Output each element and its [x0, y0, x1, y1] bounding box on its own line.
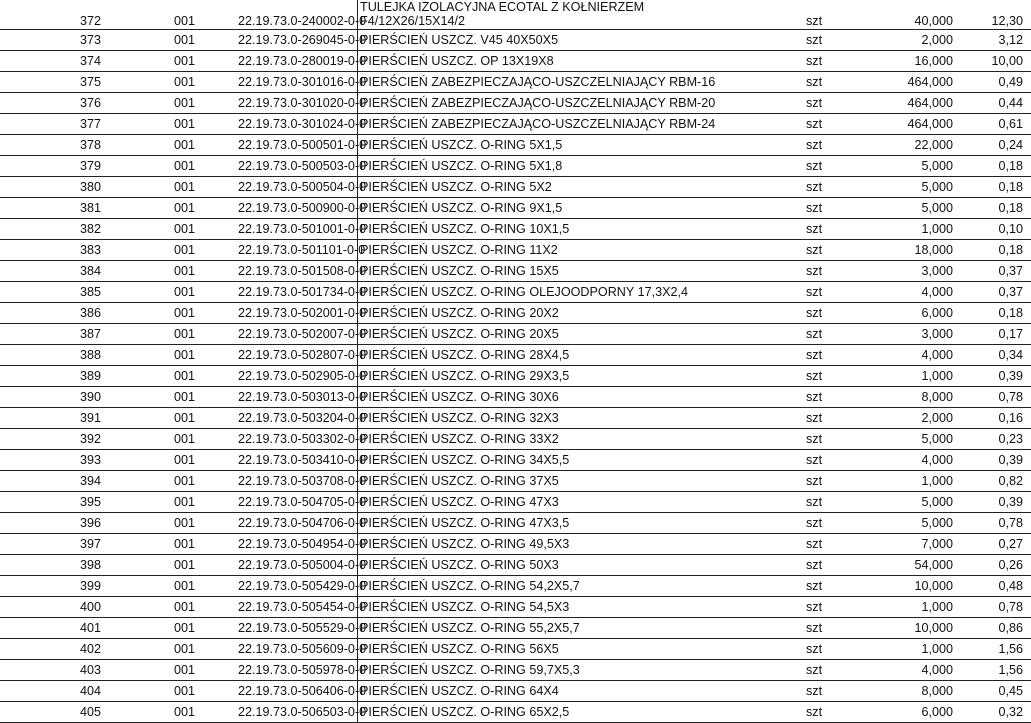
item-name-cell: PIERŚCIEŃ USZCZ. O-RING 5X2	[358, 177, 777, 198]
table-row	[0, 429, 1031, 450]
row-number-cell: 403	[0, 660, 162, 681]
unit-cell: szt	[776, 72, 854, 93]
unit-cell: szt	[776, 450, 854, 471]
row-number-cell: 379	[0, 156, 162, 177]
price-cell: 0,18	[957, 177, 1031, 198]
unit-cell: szt	[776, 0, 854, 30]
row-number-cell: 398	[0, 555, 162, 576]
company-code-cell: 001	[162, 51, 228, 72]
unit-cell: szt	[776, 30, 854, 51]
item-name-cell: PIERŚCIEŃ USZCZ. O-RING 34X5,5	[358, 450, 777, 471]
price-cell: 0,18	[957, 240, 1031, 261]
price-cell: 0,24	[957, 135, 1031, 156]
price-cell: 0,37	[957, 282, 1031, 303]
quantity-cell: 1,000	[854, 366, 957, 387]
price-cell: 0,45	[957, 681, 1031, 702]
table-row	[0, 261, 1031, 282]
row-number-cell: 392	[0, 429, 162, 450]
item-name-cell: PIERŚCIEŃ USZCZ. O-RING 54,2X5,7	[358, 576, 777, 597]
item-code-cell: 22.19.73.0-505004-0-0	[228, 555, 358, 576]
item-code-cell: 22.19.73.0-506406-0-0	[228, 681, 358, 702]
table-row	[0, 366, 1031, 387]
item-code-cell: 22.19.73.0-500503-0-0	[228, 156, 358, 177]
table-row	[0, 0, 1031, 30]
unit-cell: szt	[776, 156, 854, 177]
quantity-cell: 22,000	[854, 135, 957, 156]
table-row	[0, 219, 1031, 240]
table-row	[0, 597, 1031, 618]
quantity-cell: 5,000	[854, 177, 957, 198]
item-code-cell: 22.19.73.0-301024-0-0	[228, 114, 358, 135]
item-name-cell: PIERŚCIEŃ USZCZ. O-RING 59,7X5,3	[358, 660, 777, 681]
unit-cell: szt	[776, 345, 854, 366]
unit-cell: szt	[776, 51, 854, 72]
quantity-cell: 18,000	[854, 240, 957, 261]
quantity-cell: 464,000	[854, 93, 957, 114]
table-row	[0, 387, 1031, 408]
item-name-cell: PIERŚCIEŃ ZABEZPIECZAJĄCO-USZCZELNIAJĄCY RBM-20	[358, 93, 777, 114]
company-code-cell: 001	[162, 240, 228, 261]
quantity-cell: 40,000	[854, 0, 957, 30]
price-cell: 0,10	[957, 219, 1031, 240]
row-number-cell: 401	[0, 618, 162, 639]
item-name-cell: PIERŚCIEŃ USZCZ. O-RING 5X1,5	[358, 135, 777, 156]
item-name-cell: PIERŚCIEŃ USZCZ. O-RING 20X2	[358, 303, 777, 324]
row-number-cell: 394	[0, 471, 162, 492]
row-number-cell: 399	[0, 576, 162, 597]
row-number-cell: 387	[0, 324, 162, 345]
table-row	[0, 513, 1031, 534]
unit-cell: szt	[776, 198, 854, 219]
table-row	[0, 681, 1031, 702]
quantity-cell: 1,000	[854, 471, 957, 492]
price-cell: 1,56	[957, 660, 1031, 681]
table-row	[0, 639, 1031, 660]
quantity-cell: 4,000	[854, 450, 957, 471]
company-code-cell: 001	[162, 450, 228, 471]
row-number-cell: 375	[0, 72, 162, 93]
company-code-cell: 001	[162, 513, 228, 534]
unit-cell: szt	[776, 429, 854, 450]
row-number-cell: 380	[0, 177, 162, 198]
table-row	[0, 492, 1031, 513]
table-row	[0, 93, 1031, 114]
price-cell: 0,44	[957, 93, 1031, 114]
table-row	[0, 618, 1031, 639]
price-cell: 0,27	[957, 534, 1031, 555]
company-code-cell: 001	[162, 387, 228, 408]
item-name-cell: PIERŚCIEŃ USZCZ. O-RING 50X3	[358, 555, 777, 576]
price-cell: 0,32	[957, 702, 1031, 723]
item-code-cell: 22.19.73.0-503013-0-0	[228, 387, 358, 408]
item-name-cell: PIERŚCIEŃ ZABEZPIECZAJĄCO-USZCZELNIAJĄCY RBM-24	[358, 114, 777, 135]
price-cell: 0,23	[957, 429, 1031, 450]
price-cell: 0,78	[957, 513, 1031, 534]
table-row	[0, 30, 1031, 51]
item-name-cell: PIERŚCIEŃ USZCZ. O-RING 20X5	[358, 324, 777, 345]
item-code-cell: 22.19.73.0-505978-0-0	[228, 660, 358, 681]
row-number-cell: 400	[0, 597, 162, 618]
company-code-cell: 001	[162, 555, 228, 576]
row-number-cell: 404	[0, 681, 162, 702]
row-number-cell: 386	[0, 303, 162, 324]
price-cell: 12,30	[957, 0, 1031, 30]
item-name-cell: PIERŚCIEŃ USZCZ. OP 13X19X8	[358, 51, 777, 72]
quantity-cell: 5,000	[854, 156, 957, 177]
item-code-cell: 22.19.73.0-501101-0-0	[228, 240, 358, 261]
table-row	[0, 534, 1031, 555]
item-name-cell: PIERŚCIEŃ USZCZ. O-RING 47X3,5	[358, 513, 777, 534]
item-code-cell: 22.19.73.0-505454-0-0	[228, 597, 358, 618]
price-cell: 0,18	[957, 156, 1031, 177]
company-code-cell: 001	[162, 135, 228, 156]
table-row	[0, 114, 1031, 135]
quantity-cell: 464,000	[854, 114, 957, 135]
item-code-cell: 22.19.73.0-301020-0-0	[228, 93, 358, 114]
item-name-cell: PIERŚCIEŃ USZCZ. O-RING 56X5	[358, 639, 777, 660]
item-code-cell: 22.19.73.0-503204-0-0	[228, 408, 358, 429]
price-cell: 0,48	[957, 576, 1031, 597]
unit-cell: szt	[776, 555, 854, 576]
row-number-cell: 381	[0, 198, 162, 219]
table-row	[0, 240, 1031, 261]
quantity-cell: 4,000	[854, 345, 957, 366]
price-cell: 0,39	[957, 450, 1031, 471]
item-code-cell: 22.19.73.0-301016-0-0	[228, 72, 358, 93]
item-name-cell: PIERŚCIEŃ USZCZ. O-RING 32X3	[358, 408, 777, 429]
table-row	[0, 450, 1031, 471]
company-code-cell: 001	[162, 156, 228, 177]
company-code-cell: 001	[162, 618, 228, 639]
company-code-cell: 001	[162, 702, 228, 723]
price-cell: 3,12	[957, 30, 1031, 51]
item-name-cell: PIERŚCIEŃ USZCZ. O-RING 55,2X5,7	[358, 618, 777, 639]
quantity-cell: 1,000	[854, 597, 957, 618]
company-code-cell: 001	[162, 681, 228, 702]
unit-cell: szt	[776, 240, 854, 261]
table-row	[0, 198, 1031, 219]
item-code-cell: 22.19.73.0-503302-0-0	[228, 429, 358, 450]
item-code-cell: 22.19.73.0-504705-0-0	[228, 492, 358, 513]
unit-cell: szt	[776, 135, 854, 156]
row-number-cell: 396	[0, 513, 162, 534]
quantity-cell: 5,000	[854, 492, 957, 513]
item-name-cell: PIERŚCIEŃ USZCZ. O-RING 9X1,5	[358, 198, 777, 219]
item-name-cell: PIERŚCIEŃ USZCZ. V45 40X50X5	[358, 30, 777, 51]
item-name-line-2: F4/12X26/15X14/2	[360, 14, 466, 28]
item-code-cell: 22.19.73.0-505429-0-0	[228, 576, 358, 597]
company-code-cell: 001	[162, 261, 228, 282]
quantity-cell: 5,000	[854, 198, 957, 219]
table-row	[0, 576, 1031, 597]
row-number-cell: 372	[0, 0, 162, 30]
row-number-cell: 391	[0, 408, 162, 429]
item-code-cell: 22.19.73.0-500504-0-0	[228, 177, 358, 198]
item-name-cell: PIERŚCIEŃ USZCZ. O-RING 15X5	[358, 261, 777, 282]
unit-cell: szt	[776, 408, 854, 429]
price-cell: 0,82	[957, 471, 1031, 492]
table-row	[0, 282, 1031, 303]
row-number-cell: 373	[0, 30, 162, 51]
table-row	[0, 135, 1031, 156]
table-row	[0, 303, 1031, 324]
row-number-cell: 402	[0, 639, 162, 660]
unit-cell: szt	[776, 618, 854, 639]
company-code-cell: 001	[162, 93, 228, 114]
company-code-cell: 001	[162, 534, 228, 555]
quantity-cell: 8,000	[854, 681, 957, 702]
quantity-cell: 5,000	[854, 429, 957, 450]
unit-cell: szt	[776, 177, 854, 198]
unit-cell: szt	[776, 324, 854, 345]
item-name-cell: PIERŚCIEŃ USZCZ. O-RING 64X4	[358, 681, 777, 702]
row-number-cell: 395	[0, 492, 162, 513]
item-name-cell: PIERŚCIEŃ USZCZ. O-RING 47X3	[358, 492, 777, 513]
row-number-cell: 384	[0, 261, 162, 282]
company-code-cell: 001	[162, 30, 228, 51]
item-name-cell: PIERŚCIEŃ USZCZ. O-RING 11X2	[358, 240, 777, 261]
item-code-cell: 22.19.73.0-502905-0-0	[228, 366, 358, 387]
quantity-cell: 4,000	[854, 660, 957, 681]
price-cell: 0,26	[957, 555, 1031, 576]
row-number-cell: 377	[0, 114, 162, 135]
row-number-cell: 376	[0, 93, 162, 114]
unit-cell: szt	[776, 681, 854, 702]
item-name-cell: PIERŚCIEŃ USZCZ. O-RING 37X5	[358, 471, 777, 492]
unit-cell: szt	[776, 576, 854, 597]
price-cell: 0,37	[957, 261, 1031, 282]
item-name-cell: PIERŚCIEŃ USZCZ. O-RING 5X1,8	[358, 156, 777, 177]
company-code-cell: 001	[162, 345, 228, 366]
quantity-cell: 7,000	[854, 534, 957, 555]
unit-cell: szt	[776, 387, 854, 408]
company-code-cell: 001	[162, 408, 228, 429]
company-code-cell: 001	[162, 366, 228, 387]
unit-cell: szt	[776, 660, 854, 681]
company-code-cell: 001	[162, 429, 228, 450]
table-row	[0, 156, 1031, 177]
item-code-cell: 22.19.73.0-501508-0-0	[228, 261, 358, 282]
item-code-cell: 22.19.73.0-505529-0-0	[228, 618, 358, 639]
company-code-cell: 001	[162, 114, 228, 135]
table-row	[0, 471, 1031, 492]
item-code-cell: 22.19.73.0-501001-0-0	[228, 219, 358, 240]
item-code-cell: 22.19.73.0-502001-0-0	[228, 303, 358, 324]
row-number-cell: 385	[0, 282, 162, 303]
company-code-cell: 001	[162, 0, 228, 30]
item-name-cell: PIERŚCIEŃ USZCZ. O-RING OLEJOODPORNY 17,3X2,4	[358, 282, 777, 303]
item-code-cell: 22.19.73.0-503708-0-0	[228, 471, 358, 492]
table-row	[0, 177, 1031, 198]
quantity-cell: 4,000	[854, 282, 957, 303]
row-number-cell: 393	[0, 450, 162, 471]
item-code-cell: 22.19.73.0-505609-0-0	[228, 639, 358, 660]
quantity-cell: 54,000	[854, 555, 957, 576]
quantity-cell: 10,000	[854, 576, 957, 597]
table-row	[0, 72, 1031, 93]
quantity-cell: 10,000	[854, 618, 957, 639]
row-number-cell: 374	[0, 51, 162, 72]
unit-cell: szt	[776, 93, 854, 114]
price-cell: 0,78	[957, 387, 1031, 408]
unit-cell: szt	[776, 261, 854, 282]
company-code-cell: 001	[162, 576, 228, 597]
item-code-cell: 22.19.73.0-504954-0-0	[228, 534, 358, 555]
item-name-cell: PIERŚCIEŃ USZCZ. O-RING 54,5X3	[358, 597, 777, 618]
price-cell: 0,61	[957, 114, 1031, 135]
price-cell: 0,17	[957, 324, 1031, 345]
table-row	[0, 408, 1031, 429]
quantity-cell: 8,000	[854, 387, 957, 408]
unit-cell: szt	[776, 366, 854, 387]
quantity-cell: 5,000	[854, 513, 957, 534]
price-cell: 0,49	[957, 72, 1031, 93]
unit-cell: szt	[776, 534, 854, 555]
price-cell: 0,34	[957, 345, 1031, 366]
price-cell: 0,39	[957, 492, 1031, 513]
company-code-cell: 001	[162, 660, 228, 681]
quantity-cell: 6,000	[854, 702, 957, 723]
company-code-cell: 001	[162, 492, 228, 513]
price-cell: 0,18	[957, 198, 1031, 219]
table-row	[0, 660, 1031, 681]
row-number-cell: 378	[0, 135, 162, 156]
quantity-cell: 6,000	[854, 303, 957, 324]
item-code-cell: 22.19.73.0-280019-0-0	[228, 51, 358, 72]
price-cell: 0,39	[957, 366, 1031, 387]
row-number-cell: 383	[0, 240, 162, 261]
company-code-cell: 001	[162, 324, 228, 345]
row-number-cell: 390	[0, 387, 162, 408]
item-name-line-1: TULEJKA IZOLACYJNA ECOTAL Z KOŁNIERZEM	[360, 0, 645, 14]
quantity-cell: 2,000	[854, 408, 957, 429]
row-number-cell: 388	[0, 345, 162, 366]
item-code-cell: 22.19.73.0-501734-0-0	[228, 282, 358, 303]
table-row	[0, 702, 1031, 723]
item-name-cell: PIERŚCIEŃ USZCZ. O-RING 49,5X3	[358, 534, 777, 555]
unit-cell: szt	[776, 492, 854, 513]
company-code-cell: 001	[162, 72, 228, 93]
unit-cell: szt	[776, 114, 854, 135]
table-row	[0, 51, 1031, 72]
unit-cell: szt	[776, 639, 854, 660]
unit-cell: szt	[776, 282, 854, 303]
item-code-cell: 22.19.73.0-502807-0-0	[228, 345, 358, 366]
item-code-cell: 22.19.73.0-502007-0-0	[228, 324, 358, 345]
price-cell: 0,16	[957, 408, 1031, 429]
quantity-cell: 1,000	[854, 639, 957, 660]
item-code-cell: 22.19.73.0-506503-0-0	[228, 702, 358, 723]
unit-cell: szt	[776, 303, 854, 324]
quantity-cell: 3,000	[854, 324, 957, 345]
item-code-cell: 22.19.73.0-240002-0-0	[228, 0, 358, 30]
company-code-cell: 001	[162, 471, 228, 492]
unit-cell: szt	[776, 219, 854, 240]
quantity-cell: 16,000	[854, 51, 957, 72]
unit-cell: szt	[776, 513, 854, 534]
item-name-cell: PIERŚCIEŃ USZCZ. O-RING 33X2	[358, 429, 777, 450]
quantity-cell: 1,000	[854, 219, 957, 240]
item-name-cell: PIERŚCIEŃ ZABEZPIECZAJĄCO-USZCZELNIAJĄCY RBM-16	[358, 72, 777, 93]
item-name-cell	[358, 0, 777, 30]
quantity-cell: 464,000	[854, 72, 957, 93]
item-code-cell: 22.19.73.0-500900-0-0	[228, 198, 358, 219]
item-name-cell: PIERŚCIEŃ USZCZ. O-RING 10X1,5	[358, 219, 777, 240]
item-code-cell: 22.19.73.0-503410-0-0	[228, 450, 358, 471]
price-cell: 1,56	[957, 639, 1031, 660]
unit-cell: szt	[776, 597, 854, 618]
table-row	[0, 345, 1031, 366]
company-code-cell: 001	[162, 177, 228, 198]
company-code-cell: 001	[162, 639, 228, 660]
price-cell: 0,86	[957, 618, 1031, 639]
row-number-cell: 382	[0, 219, 162, 240]
item-name-cell: PIERŚCIEŃ USZCZ. O-RING 29X3,5	[358, 366, 777, 387]
item-name-cell: PIERŚCIEŃ USZCZ. O-RING 30X6	[358, 387, 777, 408]
price-cell: 0,18	[957, 303, 1031, 324]
company-code-cell: 001	[162, 219, 228, 240]
item-name-cell: PIERŚCIEŃ USZCZ. O-RING 65X2,5	[358, 702, 777, 723]
company-code-cell: 001	[162, 303, 228, 324]
quantity-cell: 3,000	[854, 261, 957, 282]
price-cell: 10,00	[957, 51, 1031, 72]
item-name-cell: PIERŚCIEŃ USZCZ. O-RING 28X4,5	[358, 345, 777, 366]
company-code-cell: 001	[162, 597, 228, 618]
row-number-cell: 405	[0, 702, 162, 723]
price-cell: 0,78	[957, 597, 1031, 618]
item-code-cell: 22.19.73.0-504706-0-0	[228, 513, 358, 534]
unit-cell: szt	[776, 471, 854, 492]
row-number-cell: 397	[0, 534, 162, 555]
table-row	[0, 324, 1031, 345]
quantity-cell: 2,000	[854, 30, 957, 51]
unit-cell: szt	[776, 702, 854, 723]
company-code-cell: 001	[162, 282, 228, 303]
item-code-cell: 22.19.73.0-269045-0-0	[228, 30, 358, 51]
table-row	[0, 555, 1031, 576]
company-code-cell: 001	[162, 198, 228, 219]
item-code-cell: 22.19.73.0-500501-0-0	[228, 135, 358, 156]
row-number-cell: 389	[0, 366, 162, 387]
